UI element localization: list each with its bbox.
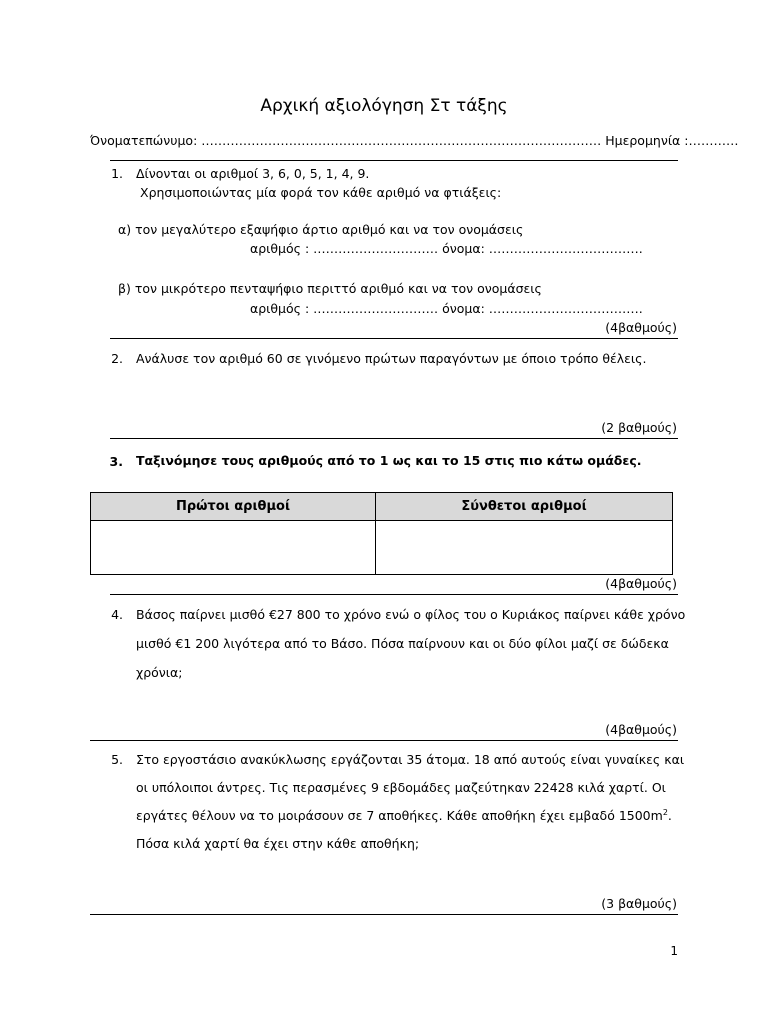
q1-b-answer: αριθμός : ………………………… όνομα: ………………………………. bbox=[250, 301, 643, 316]
q5-line3 bbox=[136, 808, 672, 823]
q5-number: 5. bbox=[111, 752, 123, 767]
name-dots: …………………………………………………………………………………… bbox=[201, 133, 602, 148]
q2-points: (2 βαθμούς) bbox=[601, 420, 677, 435]
q2-number: 2. bbox=[111, 351, 123, 366]
composites-answer-cell[interactable] bbox=[376, 521, 673, 575]
q4-points: (4βαθμούς) bbox=[605, 722, 677, 737]
q1-b-text: β) τον μικρότερο πενταψήφιο περιττό αριθμό και να τον ονομάσεις bbox=[118, 281, 542, 296]
divider bbox=[110, 160, 678, 161]
divider bbox=[110, 338, 678, 339]
q5-line4: Πόσα κιλά χαρτί θα έχει στην κάθε αποθήκη; bbox=[136, 836, 420, 851]
q1-points: (4βαθμούς) bbox=[605, 320, 677, 335]
col-composites-header: Σύνθετοι αριθμοί bbox=[376, 493, 673, 521]
q5-line1: Στο εργοστάσιο ανακύκλωσης εργάζονται 35 άτομα. 18 από αυτούς είναι γυναίκες και bbox=[136, 752, 685, 767]
col-primes-header: Πρώτοι αριθμοί bbox=[91, 493, 376, 521]
divider bbox=[110, 594, 678, 595]
q2-text: Ανάλυσε τον αριθμό 60 σε γινόμενο πρώτων παραγόντων με όποιο τρόπο θέλεις. bbox=[136, 351, 647, 366]
q1-line1: Δίνονται οι αριθμοί 3, 6, 0, 5, 1, 4, 9. bbox=[136, 166, 370, 181]
primes-answer-cell[interactable] bbox=[91, 521, 376, 575]
q5-line3-text: εργάτες θέλουν να το μοιράσουν σε 7 αποθήκες. Κάθε αποθήκη έχει εμβαδό 1500m bbox=[136, 808, 663, 824]
q4-line3: χρόνια; bbox=[136, 665, 183, 680]
q1-line2: Χρησιμοποιώντας μία φορά τον κάθε αριθμό να φτιάξεις: bbox=[140, 185, 502, 200]
divider bbox=[90, 740, 678, 741]
q4-number: 4. bbox=[111, 607, 123, 622]
name-line bbox=[90, 133, 738, 148]
q3-text: Ταξινόμησε τους αριθμούς από το 1 ως και το 15 στις πιο κάτω ομάδες. bbox=[136, 453, 642, 468]
divider bbox=[110, 438, 678, 439]
name-label: Όνοματεπώνυμο: bbox=[90, 133, 198, 148]
q5-line2: οι υπόλοιποι άντρες. Τις περασμένες 9 εβδομάδες μαζεύτηκαν 22428 κιλά χαρτί. Οι bbox=[136, 780, 666, 795]
date-label: Ημερομηνία :………… bbox=[605, 133, 739, 148]
q3-number: 3. bbox=[109, 454, 123, 469]
document-title: Αρχική αξιολόγηση Στ τάξης bbox=[260, 96, 508, 116]
q1-a-answer: αριθμός : ………………………… όνομα: ………………………………. bbox=[250, 241, 643, 256]
q1-number: 1. bbox=[111, 166, 123, 181]
q5-points: (3 βαθμούς) bbox=[601, 896, 677, 911]
q4-line1: Βάσος παίρνει μισθό €27 800 το χρόνο ενώ ο φίλος του ο Κυριάκος παίρνει κάθε χρόνο bbox=[136, 607, 686, 622]
q4-line2: μισθό €1 200 λιγότερα από το Βάσο. Πόσα παίρνουν και οι δύο φίλοι μαζί σε δώδεκα bbox=[136, 636, 669, 651]
page-number: 1 bbox=[670, 944, 678, 958]
q1-a-text: α) τον μεγαλύτερο εξαψήφιο άρτιο αριθμό και να τον ονομάσεις bbox=[118, 222, 524, 237]
classification-table bbox=[90, 492, 673, 575]
q5-superscript: 2 bbox=[662, 808, 668, 817]
q5-line3-end: . bbox=[667, 808, 672, 824]
q3-points: (4βαθμούς) bbox=[605, 576, 677, 591]
divider bbox=[90, 914, 678, 915]
